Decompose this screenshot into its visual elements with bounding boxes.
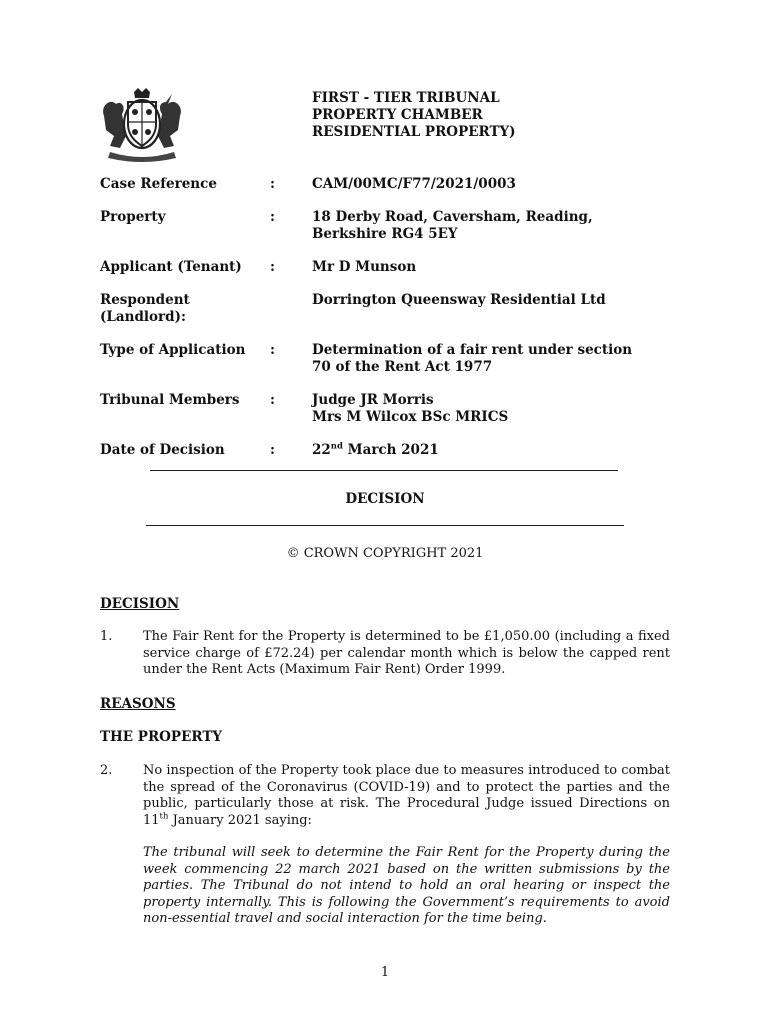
date-rest: March 2021 [342, 442, 439, 458]
royal-coat-of-arms-icon [96, 86, 188, 164]
meta-colon: : [270, 392, 275, 408]
page-number: 1 [380, 965, 390, 980]
meta-colon: : [270, 259, 275, 275]
paragraph-text [143, 763, 670, 829]
section-heading-property: THE PROPERTY [100, 729, 223, 745]
paragraph-1 [100, 629, 670, 679]
meta-colon: : [270, 342, 275, 358]
date-ordinal: nd [330, 441, 343, 452]
decision-title: DECISION [345, 491, 425, 507]
meta-label: Type of Application [100, 342, 246, 358]
meta-value-line-1: Judge JR Morris [312, 392, 434, 408]
decision-date-row [100, 442, 700, 459]
meta-label: Respondent (Landlord): [100, 292, 190, 325]
paragraph-text-b: January 2021 saying: [168, 812, 312, 828]
header-line-2: PROPERTY CHAMBER [312, 107, 483, 123]
meta-value: Mr D Munson [312, 259, 417, 275]
divider-bottom [146, 525, 624, 526]
meta-label: Property [100, 209, 166, 225]
respondent-row [100, 292, 700, 326]
meta-colon: : [270, 209, 275, 225]
header-line-1: FIRST - TIER TRIBUNAL [312, 90, 500, 106]
meta-value-line-2: Berkshire RG4 5EY [312, 226, 458, 242]
divider-top [150, 470, 618, 471]
header-line-3: RESIDENTIAL PROPERTY) [312, 124, 516, 140]
meta-label: Case Reference [100, 176, 217, 192]
directions-quote: The tribunal will seek to determine the Fair Rent for the Property during the week commencing 22 march 2021 based on the written submissions by the parties. The Tribunal do not intend to hold an oral hearing or inspect the property internally. This is following the Government’s requirements to avoid non-essential travel and social interaction for the time being. [143, 845, 670, 926]
section-heading-decision: DECISION [100, 596, 180, 612]
property-row [100, 209, 700, 243]
case-reference-row [100, 176, 700, 193]
tribunal-header [312, 90, 516, 141]
meta-value-line-1: 18 Derby Road, Caversham, Reading, [312, 209, 593, 225]
application-type-row [100, 342, 700, 376]
meta-value [312, 209, 692, 243]
meta-value-line-2: Mrs M Wilcox BSc MRICS [312, 409, 509, 425]
section-heading-reasons: REASONS [100, 696, 176, 712]
paragraph-2 [100, 763, 670, 829]
meta-value [312, 342, 692, 376]
meta-label: Tribunal Members [100, 392, 240, 408]
meta-label: Date of Decision [100, 442, 225, 458]
case-details [100, 176, 700, 475]
meta-value: Dorrington Queensway Residential Ltd [312, 292, 606, 308]
date-day: 22 [312, 442, 331, 458]
paragraph-text-a: No inspection of the Property took place due to measures introduced to combat the spread of the Coronavirus (COVID-19) and to protect the parties and the public, particularly those at risk. The Procedural Judge issued Directions on 11 [143, 763, 670, 828]
meta-value-line-1: Determination of a fair rent under section [312, 342, 633, 358]
meta-colon: : [270, 442, 275, 458]
paragraph-text: The Fair Rent for the Property is determined to be £1,050.00 (including a fixed service charge of £72.24) per calendar month which is below the capped rent under the Rent Acts (Maximum Fair Rent) Order 1999. [143, 629, 670, 677]
meta-label: Applicant (Tenant) [100, 259, 242, 275]
paragraph-ordinal: th [159, 811, 169, 822]
paragraph-number: 2. [100, 763, 113, 778]
meta-value-line-2: 70 of the Rent Act 1977 [312, 359, 493, 375]
paragraph-number: 1. [100, 629, 113, 644]
meta-value [312, 392, 692, 426]
applicant-row [100, 259, 700, 276]
meta-colon: : [270, 176, 275, 192]
tribunal-members-row [100, 392, 700, 426]
meta-value: CAM/00MC/F77/2021/0003 [312, 176, 516, 192]
copyright-notice: © CROWN COPYRIGHT 2021 [286, 546, 484, 561]
meta-colon [270, 292, 312, 326]
meta-value [312, 442, 692, 459]
